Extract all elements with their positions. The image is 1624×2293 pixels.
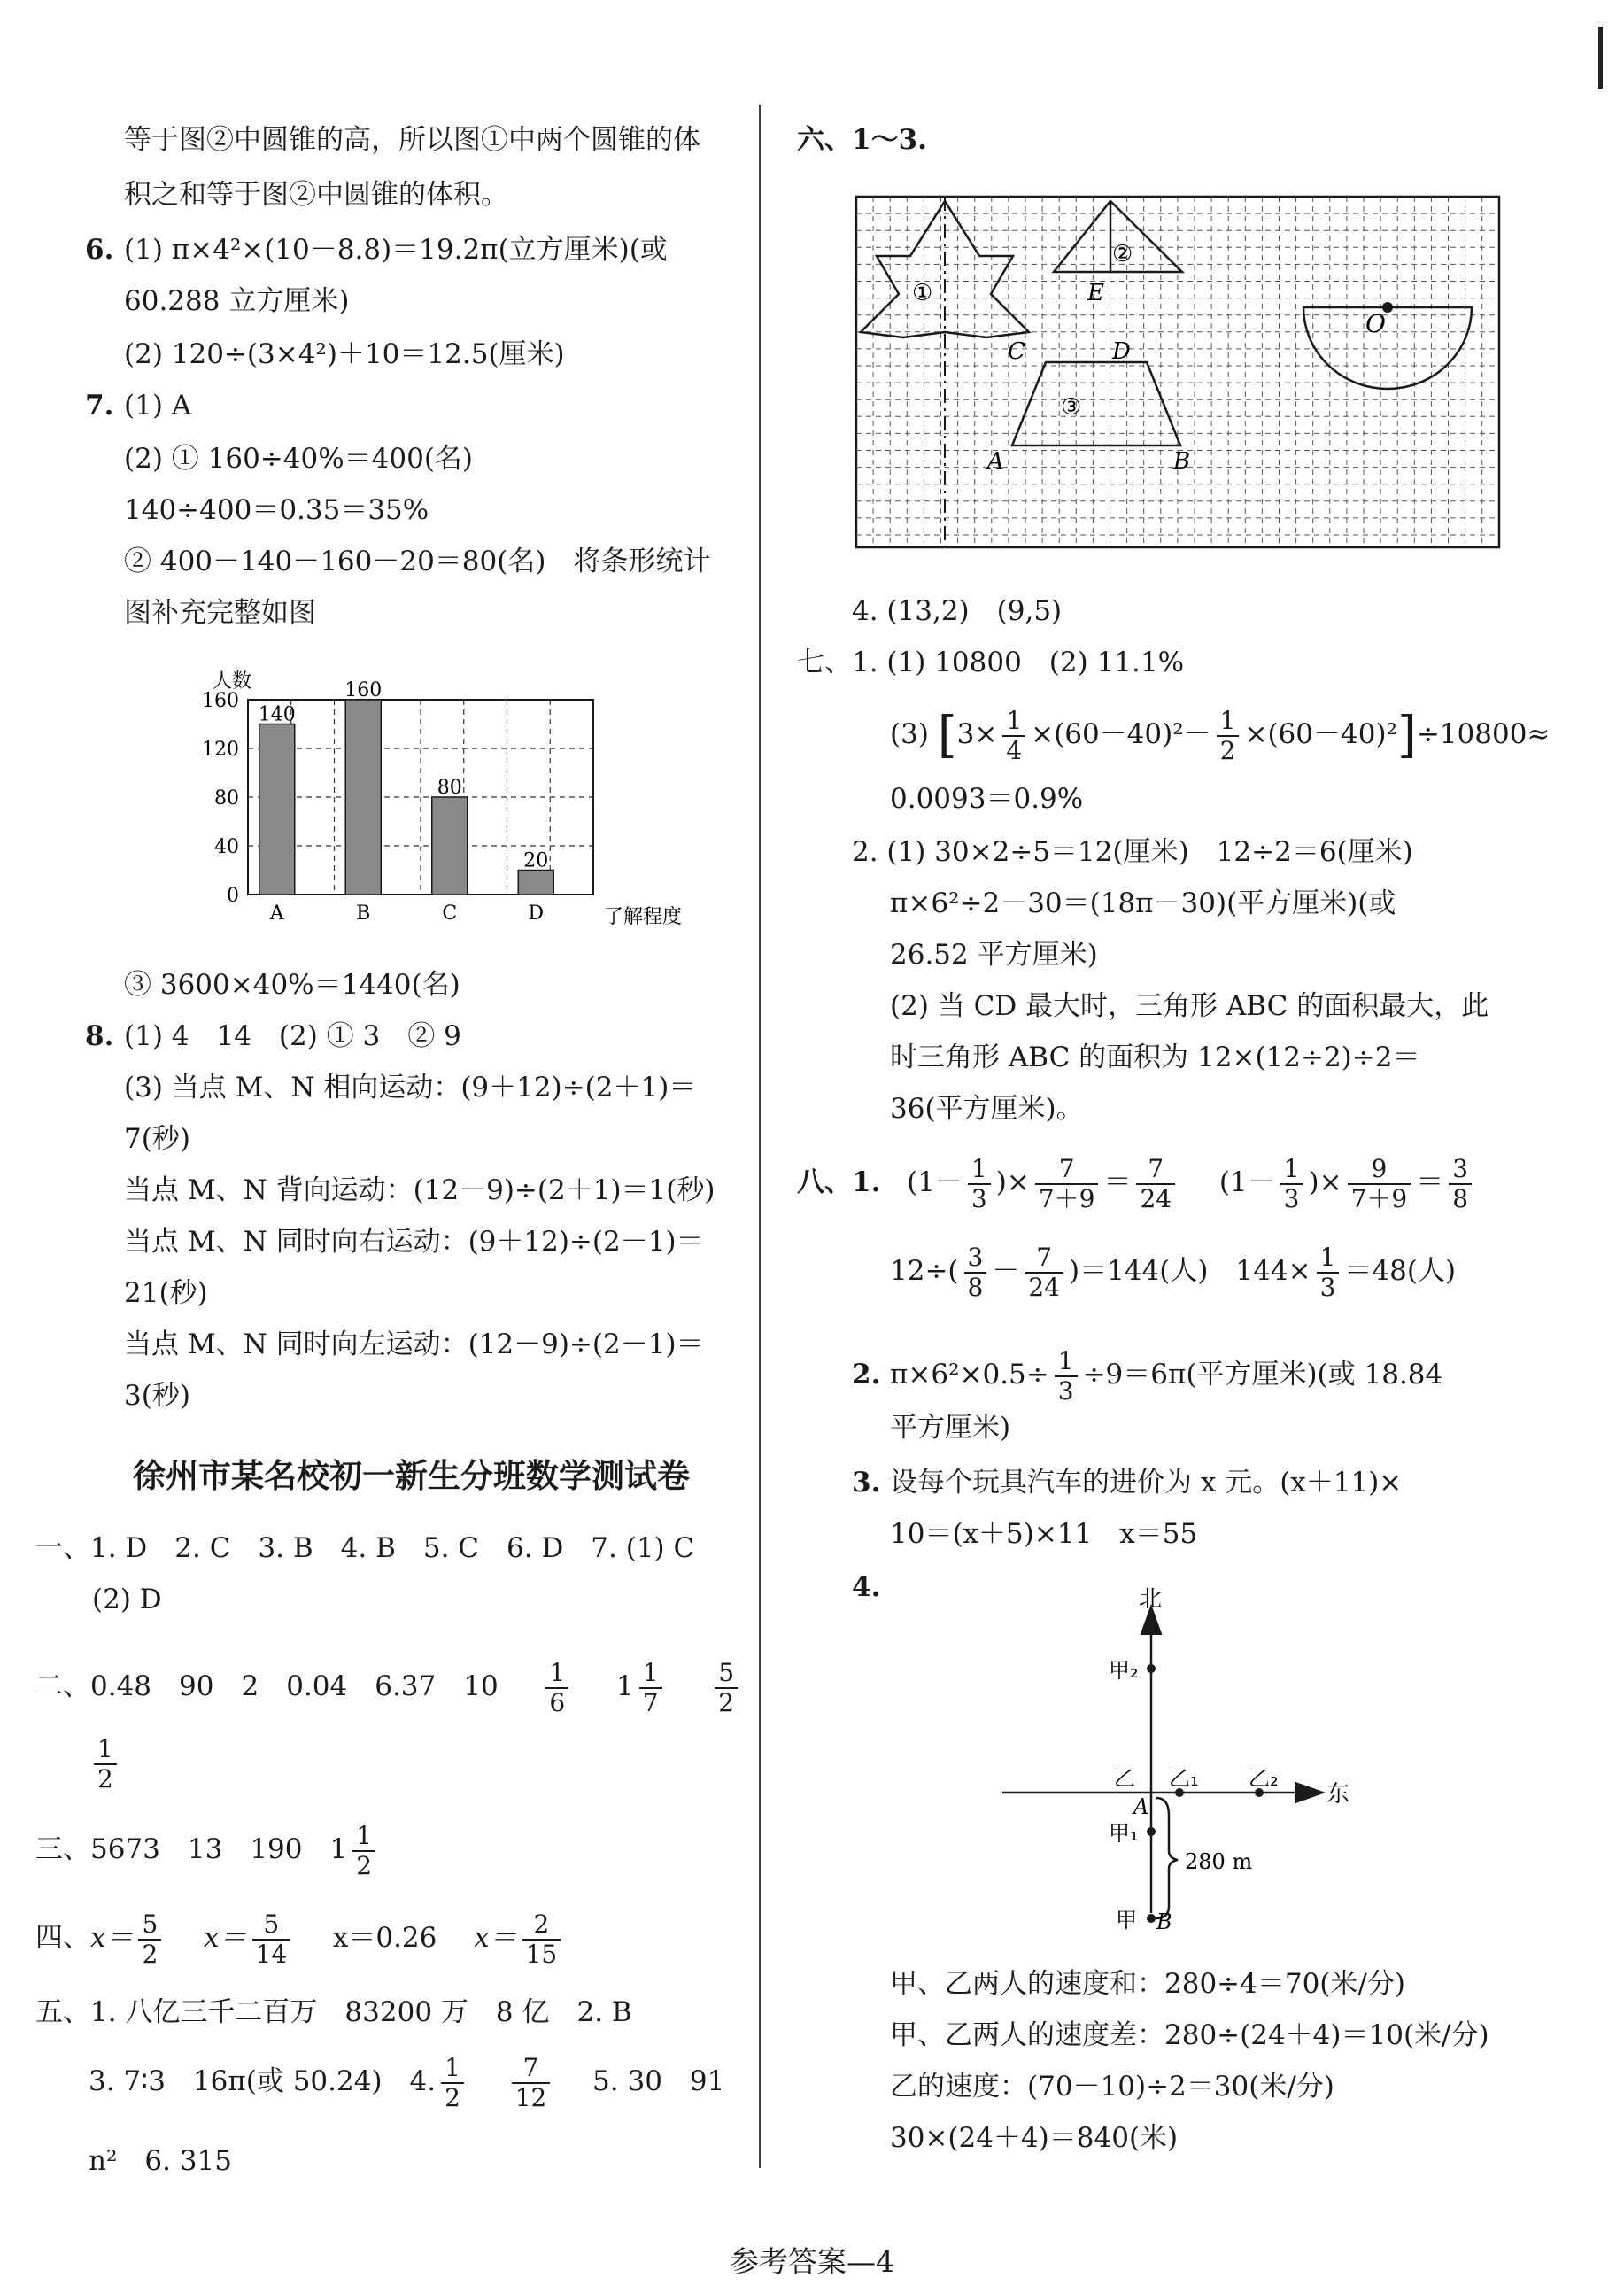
label-yi: 乙 (1114, 1766, 1135, 1791)
fraction-numerator: 1 (639, 1659, 662, 1689)
answer-line: 140÷400＝0.35＝35% (124, 494, 429, 526)
question-number: 6. (85, 234, 114, 266)
expr-part: (1－ (1218, 1166, 1275, 1198)
fraction (512, 2054, 551, 2112)
label-jia: 甲 (1116, 1908, 1137, 1931)
fraction-denominator: 7 (642, 1687, 659, 1717)
semicircle-shape (1303, 307, 1472, 389)
fraction-numerator: 1 (1002, 707, 1025, 737)
point-jia1 (1147, 1827, 1156, 1836)
mixed-whole: 1 (615, 1670, 634, 1702)
answer-line (89, 1727, 122, 1798)
answer-line: 7(秒) (124, 1123, 190, 1155)
fraction (639, 1659, 662, 1717)
point-B-label: B (1173, 448, 1191, 475)
fraction-numerator: 3 (964, 1243, 987, 1274)
fraction (1002, 707, 1025, 765)
section-heading: 八、1. (797, 1166, 881, 1198)
answer-line: 乙的速度：(70－10)÷2＝30(米/分) (890, 2071, 1334, 2103)
fraction (138, 1910, 161, 1969)
fraction (252, 1910, 291, 1969)
y-axis-title: 人数 (213, 670, 252, 693)
fraction (1035, 1155, 1099, 1213)
fraction-numerator: 5 (138, 1910, 161, 1941)
answer-line: 4. (13,2) (9,5) (852, 595, 1063, 627)
shape-3-label: ③ (1061, 394, 1082, 421)
expr-part: 3× (956, 718, 998, 750)
point-B (1147, 1914, 1156, 1923)
fraction (441, 2054, 464, 2112)
fraction-denominator: 24 (1028, 1272, 1060, 1302)
fraction-numerator: 2 (522, 1910, 561, 1941)
fraction (1449, 1155, 1472, 1213)
answer-line (890, 694, 1550, 776)
fraction-denominator: 2 (97, 1763, 113, 1793)
answer-line: 七、1. (1) 10800 (2) 11.1% (797, 647, 1185, 678)
answer-line: 当点 M、N 同时向右运动：(9＋12)÷(2－1)＝ (124, 1226, 704, 1258)
label-yi2: 乙₂ (1249, 1766, 1279, 1791)
section-2-values: 二、0.48 90 2 0.04 6.37 10 (35, 1670, 499, 1702)
fraction-numerator: 7 (1025, 1243, 1063, 1274)
y-tick-label: 40 (214, 836, 239, 858)
fraction-denominator: 14 (255, 1939, 288, 1969)
grid-lines (856, 197, 1499, 547)
answer-line: 一、1. D 2. C 3. B 4. B 5. C 6. D 7. (1) C (35, 1532, 695, 1564)
answer-line (89, 2046, 724, 2117)
fraction-numerator: 1 (545, 1659, 568, 1689)
fraction (1348, 1155, 1411, 1213)
bar-value-label: 160 (344, 679, 383, 701)
expr-part: π×6²×0.5÷ (890, 1359, 1049, 1391)
fraction-denominator: 2 (445, 2082, 460, 2112)
expr-part: ＝ (1103, 1166, 1132, 1198)
fraction (522, 1910, 561, 1969)
fraction (1025, 1243, 1063, 1302)
fraction-numerator: 1 (352, 1822, 375, 1852)
section-5-part: 3. 7∶3 16π(或 50.24) 4. (89, 2065, 437, 2097)
section-3-values: 三、5673 13 190 1 (35, 1833, 348, 1865)
answer-line: 图补充完整如图 (124, 597, 316, 629)
answer-line: 五、1. 八亿三千二百万 83200 万 8 亿 2. B (35, 1996, 632, 2028)
question-number: 3. (852, 1467, 881, 1499)
fraction (964, 1243, 987, 1302)
fraction-numerator: 1 (1217, 707, 1240, 737)
chart-bar (518, 871, 553, 895)
column-divider (759, 105, 761, 2168)
fraction-denominator: 2 (142, 1939, 159, 1969)
y-tick-label: 160 (202, 690, 239, 712)
label-yi1: 乙₁ (1169, 1766, 1199, 1791)
fraction-denominator: 2 (1219, 735, 1236, 765)
fraction-denominator: 7＋9 (1350, 1183, 1408, 1213)
fraction-numerator: 9 (1348, 1155, 1411, 1185)
fraction-numerator: 7 (1136, 1155, 1175, 1185)
x-tick-label: C (442, 902, 458, 925)
fraction-numerator: 3 (1449, 1155, 1472, 1185)
answer-line: 甲、乙两人的速度和：280÷4＝70(米/分) (890, 1968, 1405, 2000)
fraction-numerator: 1 (1055, 1347, 1078, 1377)
fraction-denominator: 3 (1057, 1375, 1074, 1406)
answer-line: (1) 4 14 (2) ① 3 ② 9 (124, 1020, 461, 1052)
fraction (1217, 707, 1240, 765)
coordinate-grid-figure (850, 190, 1505, 554)
distance-brace (1156, 1798, 1178, 1918)
shape-3-trapezoid (1012, 362, 1180, 445)
question-number: 7. (85, 390, 114, 422)
answer-line: (2) ① 160÷40%＝400(名) (124, 443, 474, 475)
expr-part: )× (995, 1166, 1030, 1198)
fraction-denominator: 8 (1452, 1183, 1469, 1213)
answer-line: (2) D (92, 1584, 162, 1615)
x-tick-label: A (269, 902, 284, 925)
fraction-denominator: 8 (967, 1272, 984, 1302)
section-heading: 六、1～3. (797, 124, 927, 156)
answer-line: ② 400－140－160－20＝80(名) 将条形统计 (124, 546, 711, 577)
answer-line: 甲、乙两人的速度差：280÷(24＋4)＝10(米/分) (890, 2019, 1489, 2051)
point-O-label: O (1365, 309, 1386, 338)
expr-part: ＝ (1416, 1166, 1444, 1198)
shape-1-label: ① (912, 280, 933, 306)
section-4-label: 四、 (35, 1922, 90, 1954)
fraction-denominator: 3 (1283, 1183, 1300, 1213)
answer-line (35, 1902, 566, 1973)
answer-line: 21(秒) (124, 1277, 208, 1309)
answer-line: 时三角形 ABC 的面积为 12×(12÷2)÷2＝ (890, 1042, 1420, 1073)
answer-line: (2) 120÷(3×4²)＋10＝12.5(厘米) (124, 338, 565, 370)
x-tick-label: D (528, 902, 545, 925)
expr-part: (1－ (907, 1166, 963, 1198)
fraction (1136, 1155, 1175, 1213)
answer-line: 10＝(x＋5)×11 x＝55 (890, 1518, 1198, 1550)
x-tick-label: B (356, 902, 371, 925)
page-edge-mark (1598, 27, 1603, 89)
expr-part: )× (1308, 1166, 1342, 1198)
bar-value-label: 20 (523, 849, 549, 872)
answer-line: 当点 M、N 背向运动：(12－9)÷(2＋1)＝1(秒) (124, 1174, 715, 1206)
distance-label: 280 m (1185, 1849, 1253, 1874)
question-number: 2. (852, 1359, 881, 1391)
x-axis-title: 了解程度 (604, 906, 683, 928)
fraction-denominator: 2 (718, 1687, 735, 1717)
label-jia2: 甲₂ (1109, 1658, 1139, 1683)
north-label: 北 (1139, 1586, 1163, 1613)
answer-line: (1) A (124, 390, 192, 422)
expr-part: ÷10800≈ (1416, 718, 1551, 750)
fraction-numerator: 1 (1317, 1243, 1340, 1274)
fraction-denominator: 15 (525, 1939, 558, 1969)
fraction-numerator: 1 (94, 1735, 117, 1765)
fraction (1280, 1155, 1303, 1213)
fraction (352, 1822, 375, 1880)
east-label: 东 (1326, 1781, 1350, 1808)
expr-part: ×(60－40)² (1244, 718, 1397, 750)
fraction-numerator: 1 (441, 2054, 464, 2084)
point-D-label: D (1112, 338, 1131, 365)
direction-diagram (992, 1585, 1381, 1931)
question-number: 4. (852, 1571, 881, 1603)
fraction (1317, 1243, 1340, 1302)
equation-var: x＝ (90, 1922, 134, 1954)
answer-line: 60.288 立方厘米) (124, 285, 350, 317)
expr-part: ÷9＝6π(平方厘米)(或 18.84 (1082, 1359, 1443, 1391)
fraction (968, 1155, 991, 1213)
answer-line: 3(秒) (124, 1380, 190, 1412)
answer-line: (1) π×4²×(10－8.8)＝19.2π(立方厘米)(或 (124, 234, 668, 266)
answer-line: ③ 3600×40%＝1440(名) (124, 969, 460, 1001)
answer-line (35, 1651, 743, 1722)
fraction-denominator: 24 (1140, 1183, 1172, 1213)
question-number: 8. (85, 1020, 114, 1052)
page-footer: 参考答案—4 (730, 2244, 894, 2279)
fraction-numerator: 7 (512, 2054, 551, 2084)
answer-line: 30×(24＋4)＝840(米) (890, 2122, 1179, 2154)
equation-var: x＝ (474, 1922, 517, 1954)
answer-line: 26.52 平方厘米) (890, 939, 1098, 971)
fraction-denominator: 4 (1006, 735, 1023, 765)
chart-bar (345, 700, 381, 895)
answer-line (890, 1339, 1442, 1410)
test-title: 徐州市某名校初一新生分班数学测试卷 (133, 1457, 690, 1495)
bar-chart (177, 647, 691, 939)
point-jia2 (1147, 1664, 1156, 1673)
y-tick-label: 0 (227, 885, 239, 907)
text-line: 积之和等于图②中圆锥的体积。 (124, 179, 508, 211)
right-bracket: ] (1396, 706, 1417, 764)
chart-bar (432, 797, 468, 895)
answer-line: 2. (1) 30×2÷5＝12(厘米) 12÷2＝6(厘米) (852, 836, 1413, 868)
answer-line: (3) 当点 M、N 相向运动：(9＋12)÷(2＋1)＝ (124, 1072, 697, 1104)
text-line: 等于图②中圆锥的高，所以图①中两个圆锥的体 (124, 124, 700, 156)
fraction-denominator: 2 (356, 1850, 373, 1880)
point-E-label: E (1087, 280, 1104, 306)
fraction-denominator: 3 (1319, 1272, 1336, 1302)
answer-line: 36(平方厘米)。 (890, 1093, 1084, 1125)
expr-part: ×(60－40)²－ (1031, 718, 1211, 750)
bar-value-label: 80 (437, 777, 462, 799)
y-tick-label: 80 (214, 787, 239, 810)
equation-value: x＝0.26 (332, 1922, 437, 1954)
bar-value-label: 140 (258, 703, 296, 726)
expr-part: )＝144(人) 144× (1068, 1255, 1311, 1287)
fraction-numerator: 5 (715, 1659, 738, 1689)
expr-part: 12÷( (890, 1255, 959, 1287)
answer-line (890, 1231, 1456, 1311)
fraction (715, 1659, 738, 1717)
label-jia1: 甲₁ (1109, 1821, 1139, 1846)
fraction-denominator: 6 (549, 1687, 566, 1717)
answer-line: 当点 M、N 同时向左运动：(12－9)÷(2－1)＝ (124, 1329, 704, 1360)
fraction-denominator: 7＋9 (1038, 1183, 1095, 1213)
fraction-numerator: 5 (252, 1910, 291, 1941)
answer-line: (2) 当 CD 最大时，三角形 ABC 的面积最大，此 (890, 990, 1489, 1022)
answer-line (35, 1814, 381, 1885)
answer-line: 设每个玩具汽车的进价为 x 元。(x＋11)× (890, 1467, 1403, 1499)
equation-var: x＝ (204, 1922, 247, 1954)
fraction-numerator: 1 (968, 1155, 991, 1185)
fraction-denominator: 3 (971, 1183, 987, 1213)
answer-line (797, 1143, 1477, 1222)
label-B: B (1156, 1910, 1172, 1931)
fraction (94, 1735, 117, 1793)
fraction-numerator: 7 (1035, 1155, 1099, 1185)
chart-bar (259, 724, 295, 895)
y-tick-label: 120 (202, 739, 239, 761)
label-A: A (1133, 1794, 1149, 1819)
answer-line: 平方厘米) (890, 1412, 1011, 1444)
answer-line: n² 6. 315 (89, 2145, 232, 2177)
fraction (545, 1659, 568, 1717)
left-bracket: [ (937, 706, 957, 764)
section-5-part: 5. 30 91 (592, 2065, 725, 2097)
answer-line: π×6²÷2－30＝(18π－30)(平方厘米)(或 (890, 887, 1396, 919)
expr-part: ＝48(人) (1344, 1255, 1457, 1287)
answer-line: 0.0093＝0.9% (890, 783, 1084, 815)
part-label: (3) (890, 718, 929, 750)
shape-2-label: ② (1112, 241, 1133, 267)
fraction (1055, 1347, 1078, 1406)
expr-part: － (992, 1255, 1020, 1287)
fraction-denominator: 12 (514, 2082, 547, 2112)
point-A-label: A (987, 448, 1004, 475)
point-C-label: C (1008, 338, 1025, 365)
fraction-numerator: 1 (1280, 1155, 1303, 1185)
